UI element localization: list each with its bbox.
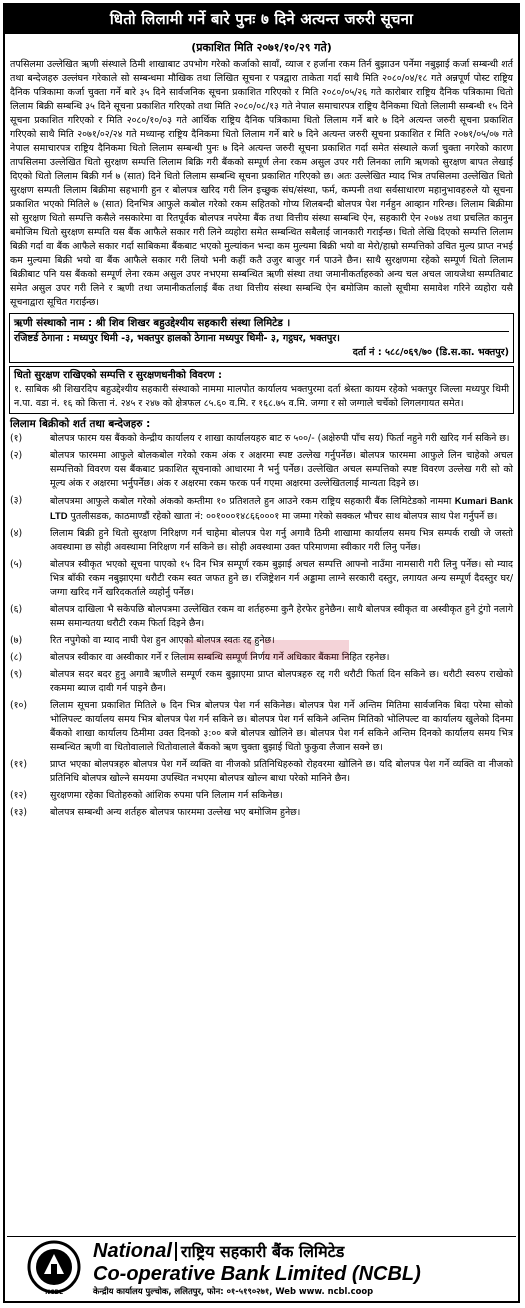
- bank-footer: [7, 1236, 516, 1299]
- condition-text: लिलाम बिक्री हुने धितो सुरक्षण निरिक्षण गर्न चाहेमा बोलपत्र पेश गर्नु अगावै ठिमी शाखामा कार्यालय समय भित्र सम्पर्क राखी जे जस्तो अवस्थामा छ सोही अवस्थामा निरिक्षण गर्न सकिने छ। सोही अवस्थामा उक्त परिमाणमा स्वीकार गरी लिनु पर्नेछ।: [50, 528, 513, 553]
- condition-text: सुरक्षणमा रहेका धितोहरुको आंशिक रुपमा पनि लिलाम गर्न सकिनेछ।: [50, 790, 283, 801]
- condition-number: (९): [10, 669, 23, 680]
- condition-number: (१): [10, 433, 23, 444]
- condition-number: (११): [10, 759, 28, 770]
- bank-name-np: राष्ट्रिय सहकारी बैंक लिमिटेड: [175, 1242, 344, 1261]
- asset-box: [9, 366, 514, 414]
- condition-number: (८): [10, 652, 23, 663]
- bank-name-en-part1: National: [93, 1239, 172, 1262]
- condition-text: बोलपत्र सम्बन्धी अन्य शर्तहरु बोलपत्र फारममा उल्लेख भए बमोजिम हुनेछ।: [50, 807, 301, 818]
- conditions-list: [5, 432, 518, 820]
- borrower-box: [9, 313, 514, 363]
- condition-item: [10, 634, 513, 648]
- logo-text: NCBL: [45, 1289, 63, 1296]
- condition-text: प्राप्त भएका बोलपत्रहरु बोलपत्र पेश गर्ने व्यक्ति वा नीजको प्रतिनिधिहरुको रोहवरमा खोलिने छ। यदि बोलपत्र पेश गर्ने व्यक्ति वा नीजको प्रतिनिधि बोलपत्र खोल्ने समयमा उपस्थित नभएमा बोलपत्र खोल्न बाधा परेको मानिने छैन।: [50, 759, 513, 784]
- condition-number: (१२): [10, 790, 28, 801]
- condition-item: [10, 603, 513, 631]
- borrower-address: रजिष्टर्ड ठेगाना : मध्यपुर थिमी -३, भक्तपुर हालको ठेगाना मध्यपुर थिमी- ३, गट्ठघर, भक्तपुर।: [14, 331, 509, 346]
- condition-item: [10, 449, 513, 491]
- condition-number: (२): [10, 450, 23, 461]
- condition-number: (५): [10, 559, 23, 570]
- condition-number: (७): [10, 635, 23, 646]
- published-date: (प्रकाशित मिति २०७१/१०/२९ गते): [191, 41, 332, 54]
- condition-item: [10, 651, 513, 665]
- condition-item: [10, 699, 513, 755]
- asset-item: १. साबिक श्री शिखरदिप बहुउद्देश्यीय सहकारी संस्थाको नाममा मालपोत कार्यालय भक्तपुरमा दर्ता श्रेस्ता कायम रहेको भक्तपुर जिल्ला मध्यपुर थिमी न.पा. वडा नं. १६ को कित्ता नं. २४५ र २४७ को क्षेत्रफल ८५.६० व.मि. र १६८.७५ व.मि. जग्गा र सो जग्गाले चर्चेको लिगलगायत समेत।: [14, 384, 509, 409]
- condition-item: [10, 758, 513, 786]
- condition-text-composite: [50, 494, 513, 524]
- condition-item: [10, 527, 513, 555]
- condition-text: बोलपत्र फारम यस बैंकको केन्द्रीय कार्यालय र शाखा कार्यालयहरु बाट रु ५००/- (अक्षेरुपी पाँच सय) फिर्ता नहुने गरी खरिद गर्न सकिने छ।: [50, 433, 510, 444]
- condition-item: [10, 558, 513, 600]
- registration-number: दर्ता नं : ५८८/०६९/७० (डि.स.का. भक्तपुर): [352, 347, 509, 358]
- notice-intro: तपसिलमा उल्लेखित ऋणी संस्थाले ठिमी शाखाबाट उपभोग गरेको कर्जाको सावाँ, व्याज र हर्जाना रकम तिर्न बुझाउन पर्नेमा नबुझाई कर्जा सम्बन्धी शर्त तथा बन्देजहरु उल्लंघन गरेकाले सो सम्बन्धमा मौखिक तथा लिखित सूचना र पत्रद्वारा ताकेता गर्दा साथै मिति २०८०/०४/१८ गते अन्नपूर्ण पोस्ट राष्ट्रिय दैनिक पत्रिकामा कर्जा चुक्ता गर्ने बारे ३५ दिने सार्वजनिक सूचना प्रकाशित गरिएको र मिति २०८०/०५/२६ गते कारोबार राष्ट्रिय दैनिक पत्रिकामा धितो लिलाम बिक्री सम्बन्धि ३५ दिने सूचना प्रकाशित गरिएको तथा मिति २०८०/०८/१३ गते नेपाल समाचारपत्र राष्ट्रिय दैनिकमा धितो लिलामी सम्बन्धी १५ दिने सूचना प्रकाशित गरिएको र मिति २०८०/१०/०३ गते आर्थिक राष्ट्रिय दैनिक पत्रिकामा धितो लिलाम गर्ने बारे ७ दिने अत्यन्त जरुरी सूचना प्रकाशित गरिएको साथै मिति २०७१/०२/२४ गते मध्यान्ह राष्ट्रिय दैनिकमा धितो लिलाम गर्ने बारे ७ दिने अत्यन्त जरुरी सूचना प्रकाशित र मिति २०७१/०५/०७ गते नेपाल समाचारपत्र राष्ट्रिय दैनिकमा धितो लिलाम सम्बन्धी पुनः ७ दिने अत्यन्त जरुरी सूचना प्रकाशित गर्दा समेत संस्थाले कर्जा चुक्ता नगरेको कारण तापसिलमा उल्लेखित धितो सुरक्षण सम्पत्ति लिलाम बिक्रि गरी बैंकको सम्पूर्ण लेना रकम असुल उपर गरी लिनका लागि ऋणको सुरक्षण बापत लेखाई दिएको धितो लिलाम बिक्री गर्न ७ (सात) दिने धितो लिलाम सम्बन्धि सूचना प्रकाशित गरिएको छ। अतः उल्लेखित म्याद भित्र तपसिलमा उल्लेखित धितो सुरक्षण सम्पती लिलाम बिक्रीमा सहभागी हुन र बोलपत्र खरिद गरी लिन इच्छुक संघ/संस्था, फर्म, कम्पनी तथा सर्वसाधारण महानुभावहरुले यो सूचना प्रकाशित भएको मितिले ७ (सात) दिनभित्र आफुले कबोल गरेको रकम सहितको गोप्य शिलबन्दी बोलपत्र पेश गर्नहुन आव्हान गरिन्छ। लिलाम बिक्रीमा सो सुरक्षण धितो सम्पत्ति कसैले नसकारेमा वा रितपूर्वक बोलपत्र नपरेमा बैंक तथा वित्तीय संस्था सम्बन्धि ऐन, सहकारी ऐन २०७४ तथा प्रचलित कानुन बमोजिम धितो सुरक्षण सम्पति यस बैंक आफैले सकार गरी लिने व्यहोरा समेत सम्बन्धित सबैलाई जानकारी गराईन्छ। धितो लेखि दिएको सम्पत्ति लिलाम बिक्री गर्दा वा बैंक आफैले सकार गर्दा साबिकमा बैंकबाट भएको मुल्यांकन भन्दा कम मुल्यमा बिक्री भयो वा मेरो/हाम्रो सम्पत्तिको उचित मुल्य प्राप्त नभई कम मुल्यमा बिक्री भयो वा बैंक आफैले सकार गरी लियो भनी कहीं कतै उजुर बाजुर गर्न पाउने छैन। साथै सुरक्षणमा रहेको सम्पूर्ण धितो लिलाम बिक्रीबाट पनि यस बैंकको सम्पूर्ण लेना रकम असुल उपर नभएमा सम्बन्धित ऋणी संस्था तथा जमानीकर्ताहरुको अन्य चल अचल जायजेथा सम्पतिबाट समेत असुल उपर गरी लिने र ऋणी तथा जमानीकर्तालाई बैंक तथा वित्तीय संस्था सम्बन्धि ऐन बमोजिम कालो सूचीमा समावेश गरिने व्यहोरा यसै सूचनाद्वारा सूचित गराईन्छ।: [10, 59, 513, 308]
- condition-item: [10, 789, 513, 803]
- condition-number: (४): [10, 528, 23, 539]
- condition-item: [10, 806, 513, 820]
- condition-item: [10, 432, 513, 446]
- condition-text: लिलाम सूचना प्रकाशित मितिले ७ दिन भित्र बोलपत्र पेश गर्न सकिनेछ। बोलपत्र पेश गर्ने अन्तिम मितिमा सार्वजनिक बिदा परेमा सोको भोलिपल्ट कार्यालय समय भित्र बोलपत्र पेश गर्न सकिने छ। बोलपत्र पेश गर्न सकिने अन्तिम मितिको भोलिपल्ट वा कार्यालय खुलेको दिनमा बैंकको शाखा कार्यालय ठिमीमा उक्त दिनको ३:०० बजे बोलपत्र खोलिने छ। बोलपत्र पेश गर्न सकिने अन्तिम दिनको कार्यालय समय भित्र सम्बन्धित ऋणी वा धितोवालाले धितोवालाले बैंकको ऋण चुक्ता बुझाई धितो फुकुवा लैजान सक्ने छ।: [50, 700, 513, 753]
- condition-number: (१३): [10, 807, 28, 818]
- condition-text: बोलपत्र दाखिला भै सकेपछि बोलपत्रमा उल्लेखित रकम वा शर्तहरुमा कुनै हेरफेर हुनेछैन। साथै बोलपत्र स्वीकृत वा अस्वीकृत हुने टुंगो नलागे सम्म समान्यतया धरौटी रकम फिर्ता दिइने छैन।: [50, 604, 513, 629]
- condition-number: (३): [10, 495, 23, 506]
- condition-item: [10, 668, 513, 696]
- condition-number: (६): [10, 604, 23, 615]
- bank-names: [93, 1240, 421, 1297]
- deposit-bank-name: Kumari Bank LTD: [50, 495, 513, 521]
- condition-number: (१०): [10, 700, 28, 711]
- asset-title: धितो सुरक्षण राखिएको सम्पत्ति र सुरक्षणधनीको विवरण :: [14, 370, 222, 381]
- condition-text: बोलपत्र फारममा आफुले बोलकबोल गरेको रकम अंक र अक्षरमा स्पष्ट उल्लेख गर्नुपर्नेछ। बोलपत्र फारममा आफुले लिन चाहेको अचल सम्पत्तिको विवरण यस बैंकबाट प्रकाशित सूचनाको आधारमा नै भर्नु पर्नेछ। उल्लेखित अचल सम्पत्तिको स्पष्ट विवरण उल्लेख गरी सो को मूल्य अंक र अक्षरमा भर्नुपर्नेछ। अंक र अक्षरमा रकम फरक पर्न गएमा अक्षरमा उल्लेखितलाई मान्यता दिइने छ।: [50, 450, 513, 489]
- conditions-title: लिलाम बिक्रीको शर्त तथा बन्देजहरु :: [10, 418, 151, 430]
- borrower-name: ऋणी संस्थाको नाम : श्री शिव शिखर बहुउद्देश्यीय सहकारी संस्था लिमिटेड ।: [14, 318, 291, 329]
- ncbl-logo-icon: [25, 1240, 83, 1296]
- condition-text: बोलपत्र स्वीकार वा अस्वीकार गर्ने र लिलाम सम्बन्धि सम्पूर्ण निर्णय गर्ने अधिकार बैंकमा निहित रहनेछ।: [50, 652, 390, 663]
- condition-item: [10, 494, 513, 524]
- notice-page: [3, 3, 520, 1303]
- condition-text-after: पुतलीसडक, काठमाण्डौं रहेको खाता नं: ००१०००१४८६६०००१ मा जम्मा गरेको सक्कल भौचर साथ बोलपत्र साथ पेश गर्नुपर्ने छ।: [70, 511, 498, 522]
- condition-text: रित नपुगेको वा म्याद नाघी पेश हुन आएको बोलपत्र स्वतः रद्द हुनेछ।: [50, 635, 275, 646]
- condition-text: बोलपत्रमा आफुले कबोल गरेको अंकको कम्तीमा १० प्रतिशतले हुन आउने रकम राष्ट्रिय सहकारी बैंक लिमिटेडको नाममा: [50, 496, 452, 507]
- condition-text: बोलपत्र स्वीकृत भएको सूचना पाएको १५ दिन भित्र सम्पूर्ण रकम बुझाई अचल सम्पत्ति आफ्नो नाउँमा नामसारी गरी लिनु पर्नेछ। सो म्याद भित्र बाँकी रकम नबुझाएमा धरौटी रकम स्वत जफत हुने छ। रजिष्ट्रेशन गर्न अड्डामा लाग्ने सरकारी दस्तुर, लगायत अन्य सम्पूर्ण दैदस्तुर घर/जग्गा खरिद गर्ने खरिदकर्ताले व्यहोर्नु पर्नेछ।: [50, 559, 513, 598]
- notice-title: धितो लिलामी गर्ने बारे पुनः ७ दिने अत्यन्त जरुरी सूचना: [5, 5, 518, 34]
- condition-text: बोलपत्र सदर बदर हुनु अगावै ऋणीले सम्पूर्ण रकम बुझाएमा प्राप्त बोलपत्रहरु रद्द गरी धरौटी फिर्ता दिन सकिने छ। धरौटी स्वरुप राखेको रकममा ब्याज दावी गर्न पाइने छैन।: [50, 669, 513, 694]
- bank-name-line1: [93, 1240, 421, 1263]
- bank-name-en-part2: Co-operative Bank Limited (NCBL): [93, 1262, 421, 1285]
- bank-address: केन्द्रीय कार्यालय पुल्चोक, ललितपुर, फोन: ०१-५१९०२७१, Web www. ncbl.coop: [93, 1285, 374, 1296]
